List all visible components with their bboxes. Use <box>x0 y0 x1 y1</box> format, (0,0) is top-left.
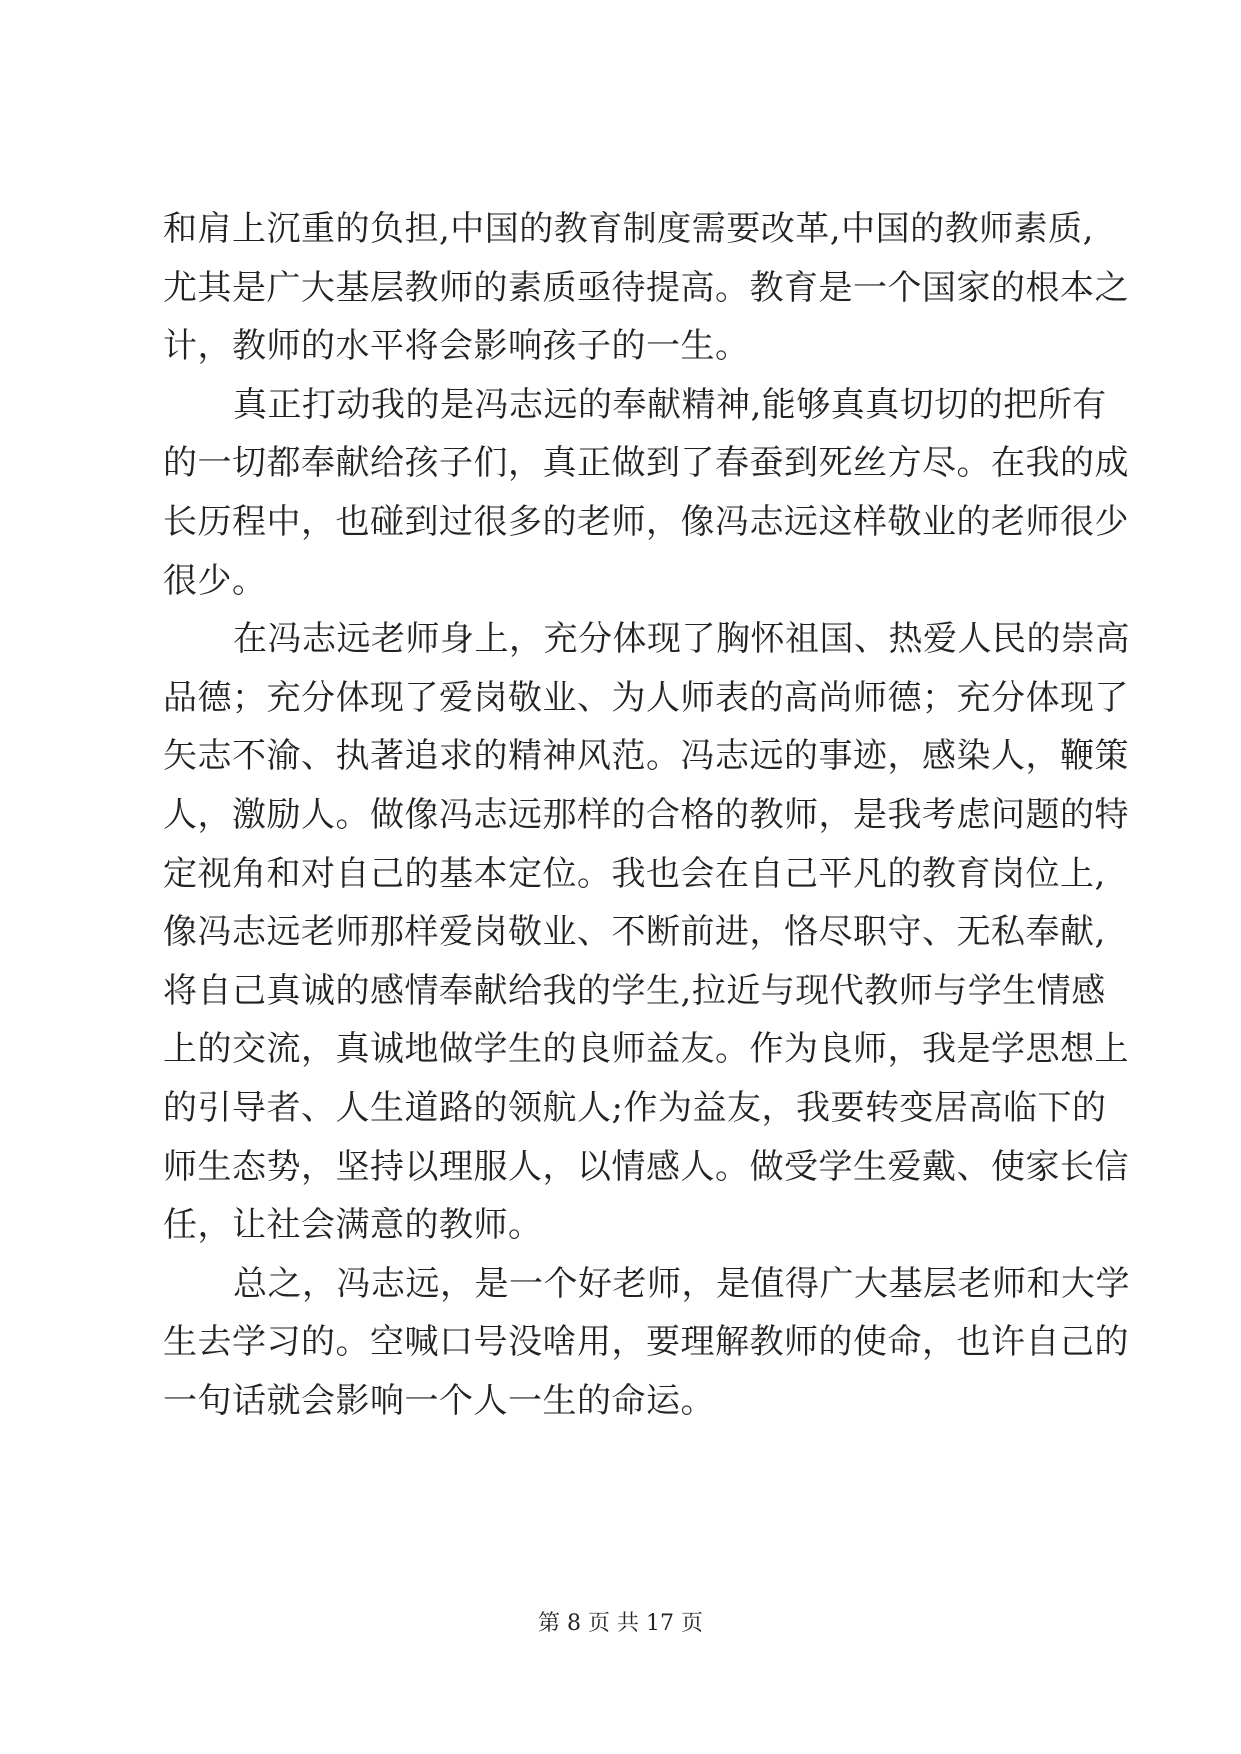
text-line: 上的交流，真诚地做学生的良师益友。作为良师，我是学思想上 <box>163 1029 1129 1070</box>
text-line: 任，让社会满意的教师。 <box>163 1205 543 1246</box>
text-line: 和肩上沉重的负担,中国的教育制度需要改革,中国的教师素质, <box>163 209 1094 249</box>
paragraph-first-line: 真正打动我的是冯志远的奉献精神,能够真真切切的把所有 <box>233 384 1107 425</box>
text-line: 计，教师的水平将会影响孩子的一生。 <box>163 326 750 367</box>
text-line: 生去学习的。空喊口号没啥用，要理解教师的使命，也许自己的 <box>163 1322 1129 1363</box>
text-line: 一句话就会影响一个人一生的命运。 <box>163 1380 715 1421</box>
document-body <box>163 200 1130 1430</box>
text-line: 的引导者、人生道路的领航人;作为益友，我要转变居高临下的 <box>163 1087 1107 1128</box>
text-line: 很少。 <box>163 560 267 601</box>
text-line: 品德；充分体现了爱岗敬业、为人师表的高尚师德；充分体现了 <box>163 677 1129 718</box>
text-line: 将自己真诚的感情奉献给我的学生,拉近与现代教师与学生情感 <box>163 970 1106 1011</box>
text-line: 师生态势，坚持以理服人，以情感人。做受学生爱戴、使家长信 <box>163 1146 1129 1187</box>
text-line: 长历程中，也碰到过很多的老师，像冯志远这样敬业的老师很少 <box>163 501 1129 542</box>
text-line: 尤其是广大基层教师的素质亟待提高。教育是一个国家的根本之 <box>163 267 1129 308</box>
text-line: 矢志不渝、执著追求的精神风范。冯志远的事迹，感染人，鞭策 <box>163 736 1129 777</box>
text-line: 像冯志远老师那样爱岗敬业、不断前进，恪尽职守、无私奉献, <box>163 912 1106 953</box>
paragraph-first-line: 总之，冯志远，是一个好老师，是值得广大基层老师和大学 <box>233 1263 1130 1304</box>
page-number-footer: 第 8 页 共 17 页 <box>538 1611 703 1636</box>
text-line: 定视角和对自己的基本定位。我也会在自己平凡的教育岗位上, <box>163 853 1106 894</box>
text-line: 的一切都奉献给孩子们，真正做到了春蚕到死丝方尽。在我的成 <box>163 443 1129 484</box>
paragraph-first-line: 在冯志远老师身上，充分体现了胸怀祖国、热爱人民的崇高 <box>233 619 1130 660</box>
text-line: 人，激励人。做像冯志远那样的合格的教师，是我考虑问题的特 <box>163 794 1129 835</box>
